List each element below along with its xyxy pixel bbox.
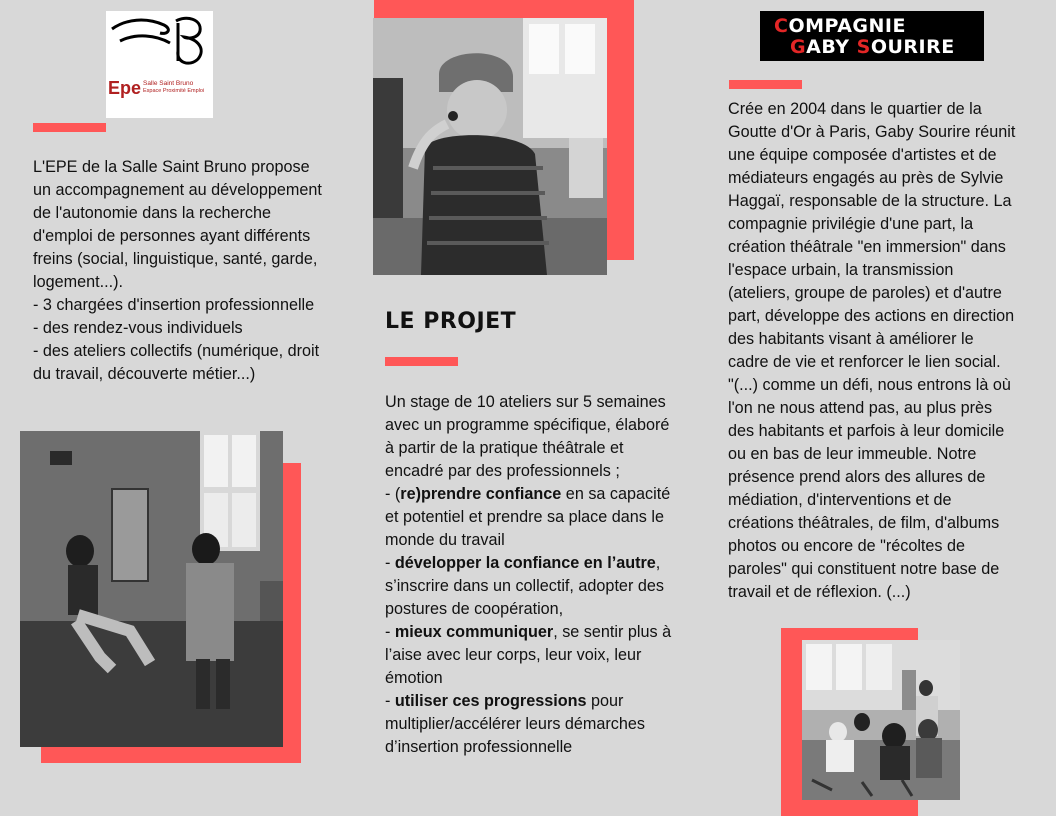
- left-item-1: - 3 chargées d'insertion professionnelle: [33, 296, 315, 314]
- left-paragraph: L'EPE de la Salle Saint Bruno propose un accompagnement au développement de l'autonomie dans la recherche d'emploi de personnes ayant différents freins (social, linguistique, santé, garde, logement...).: [33, 158, 322, 291]
- project-intro: Un stage de 10 ateliers sur 5 semaines avec un programme spécifique, élaboré à partir de la pratique théâtrale et encadré par des professionnels ;: [385, 393, 670, 480]
- right-text-block: [728, 98, 1018, 604]
- middle-text-block: [385, 391, 677, 759]
- project-heading: LE PROJET: [385, 309, 517, 334]
- clown-actress-photo: [373, 18, 607, 275]
- left-text-block: [33, 156, 323, 386]
- logo-line2: GABY SOURIRE: [790, 36, 955, 58]
- epe-logo-line1: Salle Saint Bruno: [143, 80, 194, 87]
- project-bullet-4: - utiliser ces progressions pour multiplier/accélérer leurs démarches d’insertion professionnelle: [385, 692, 645, 756]
- company-paragraph: Crée en 2004 dans le quartier de la Goutte d'Or à Paris, Gaby Sourire réunit une équipe composée d'artistes et de médiateurs engagés au près de Sylvie Haggaï, responsable de la structure. La compagnie privilégie d'une part, la création théâtrale "en immersion" dans l'espace urbain, la transmission (ateliers, groupe de paroles) et d'autre part, développe des actions en direction des habitants visant à améliorer le cadre de vie et renforcer le lien social.: [728, 100, 1016, 371]
- project-bullet-3: - mieux communiquer, se sentir plus à l’aise avec leur corps, leur voix, leur émotion: [385, 623, 672, 687]
- left-item-3: - des ateliers collectifs (numérique, droit du travail, découverte métier...): [33, 342, 320, 383]
- left-accent-rule: [33, 123, 106, 132]
- workshop-photo-left: [20, 431, 283, 747]
- project-bullet-2: - développer la confiance en l’autre, s’inscrire dans un collectif, adopter des postures de coopération,: [385, 554, 664, 618]
- right-accent-rule: [729, 80, 802, 89]
- company-quote: "(...) comme un défi, nous entrons là où l'on ne nous attend pas, au plus près des habitants et parfois à leur domicile ou en bas de leur immeuble. Notre présence prend alors des allures de médiation, d'interventions et de créations théâtrales, de film, d'albums photos ou encore de "récoltes de paroles" qui constituent notre base de travail et de réflexion. (...): [728, 376, 1011, 601]
- middle-accent-rule: [385, 357, 458, 366]
- group-circle-photo: [802, 640, 960, 800]
- epe-swirl-mark: [106, 11, 213, 81]
- left-item-2: - des rendez-vous individuels: [33, 319, 243, 337]
- logo-line1: COMPAGNIE: [774, 15, 906, 37]
- epe-logo-mark: Epe: [108, 78, 142, 98]
- project-bullet-1: - (re)prendre confiance en sa capacité et potentiel et prendre sa place dans le monde du travail: [385, 485, 671, 549]
- epe-logo-line2: Espace Proximité Emploi: [143, 88, 205, 94]
- compagnie-gaby-sourire-logo: [760, 11, 984, 61]
- epe-logo: [106, 11, 213, 118]
